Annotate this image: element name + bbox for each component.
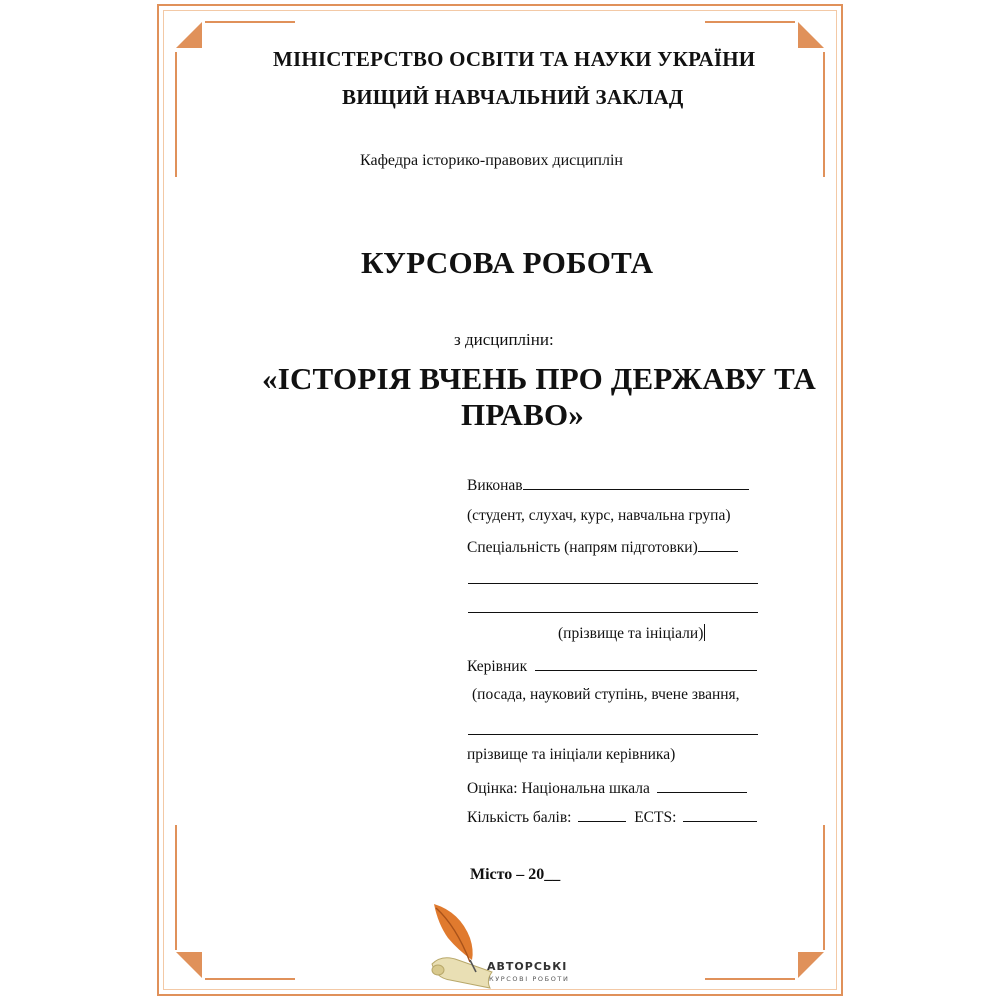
frame-inner-left: [163, 10, 164, 990]
frame-bracket-bottom-left-h: [205, 978, 295, 980]
department-name: Кафедра історико-правових дисциплін: [360, 152, 623, 169]
text-cursor: [704, 624, 705, 641]
performer-field[interactable]: [523, 475, 749, 490]
grade-field[interactable]: [657, 778, 747, 793]
discipline-title-line-2: ПРАВО»: [461, 397, 584, 432]
ects-field[interactable]: [683, 807, 757, 822]
frame-bracket-tl: [175, 52, 177, 177]
frame-inner-top: [163, 10, 837, 11]
logo-subtitle: КУРСОВІ РОБОТИ: [489, 975, 570, 983]
grade-row: [467, 778, 747, 798]
performer-label: Виконав: [467, 477, 523, 494]
specialty-blank-line-2[interactable]: [468, 612, 758, 613]
supervisor-label: Керівник: [467, 658, 528, 675]
points-label: Кількість балів:: [467, 809, 572, 826]
name-hint: (прізвище та ініціали): [558, 625, 704, 642]
grade-label: Оцінка: Національна шкала: [467, 780, 650, 797]
frame-outer-top: [157, 4, 843, 6]
frame-bracket-br: [823, 825, 825, 950]
specialty-blank-line-1[interactable]: [468, 583, 758, 584]
frame-outer-bottom: [157, 994, 843, 996]
frame-outer-left: [157, 4, 159, 996]
corner-ornament-icon: [176, 952, 202, 978]
city-year: Місто – 20__: [470, 866, 561, 883]
ects-label: ECTS:: [634, 809, 677, 826]
points-row: [467, 807, 757, 827]
supervisor-blank-line[interactable]: [468, 734, 758, 735]
corner-ornament-icon: [798, 952, 824, 978]
performer-hint: (студент, слухач, курс, навчальна група): [467, 507, 731, 524]
specialty-field[interactable]: [698, 537, 738, 552]
frame-inner-right: [836, 10, 837, 990]
specialty-row: [467, 537, 738, 557]
supervisor-hint-1: (посада, науковий ступінь, вчене звання,: [472, 686, 740, 703]
corner-ornament-icon: [798, 22, 824, 48]
ministry-heading: МІНІСТЕРСТВО ОСВІТИ ТА НАУКИ УКРАЇНИ: [273, 47, 756, 71]
frame-bracket-tr: [823, 52, 825, 177]
corner-ornament-icon: [176, 22, 202, 48]
discipline-title-line-1: «ІСТОРІЯ ВЧЕНЬ ПРО ДЕРЖАВУ ТА: [262, 361, 816, 396]
name-hint-row: [558, 624, 705, 643]
discipline-label: з дисципліни:: [454, 330, 554, 349]
logo-wordmark: АВТОРСЬКІ: [487, 960, 568, 973]
supervisor-hint-2: прізвище та ініціали керівника): [467, 746, 676, 763]
frame-bracket-bottom-right-h: [705, 978, 795, 980]
frame-outer-right: [841, 4, 843, 996]
supervisor-field[interactable]: [535, 656, 757, 671]
frame-bracket-top-right-h: [705, 21, 795, 23]
supervisor-row: [467, 656, 757, 676]
frame-bracket-bl: [175, 825, 177, 950]
institution-heading: ВИЩИЙ НАВЧАЛЬНИЙ ЗАКЛАД: [342, 85, 684, 109]
document-title: КУРСОВА РОБОТА: [361, 245, 654, 280]
specialty-label: Спеціальність (напрям підготовки): [467, 539, 698, 556]
points-field[interactable]: [578, 807, 626, 822]
performer-row: [467, 475, 749, 495]
frame-bracket-top-left-h: [205, 21, 295, 23]
